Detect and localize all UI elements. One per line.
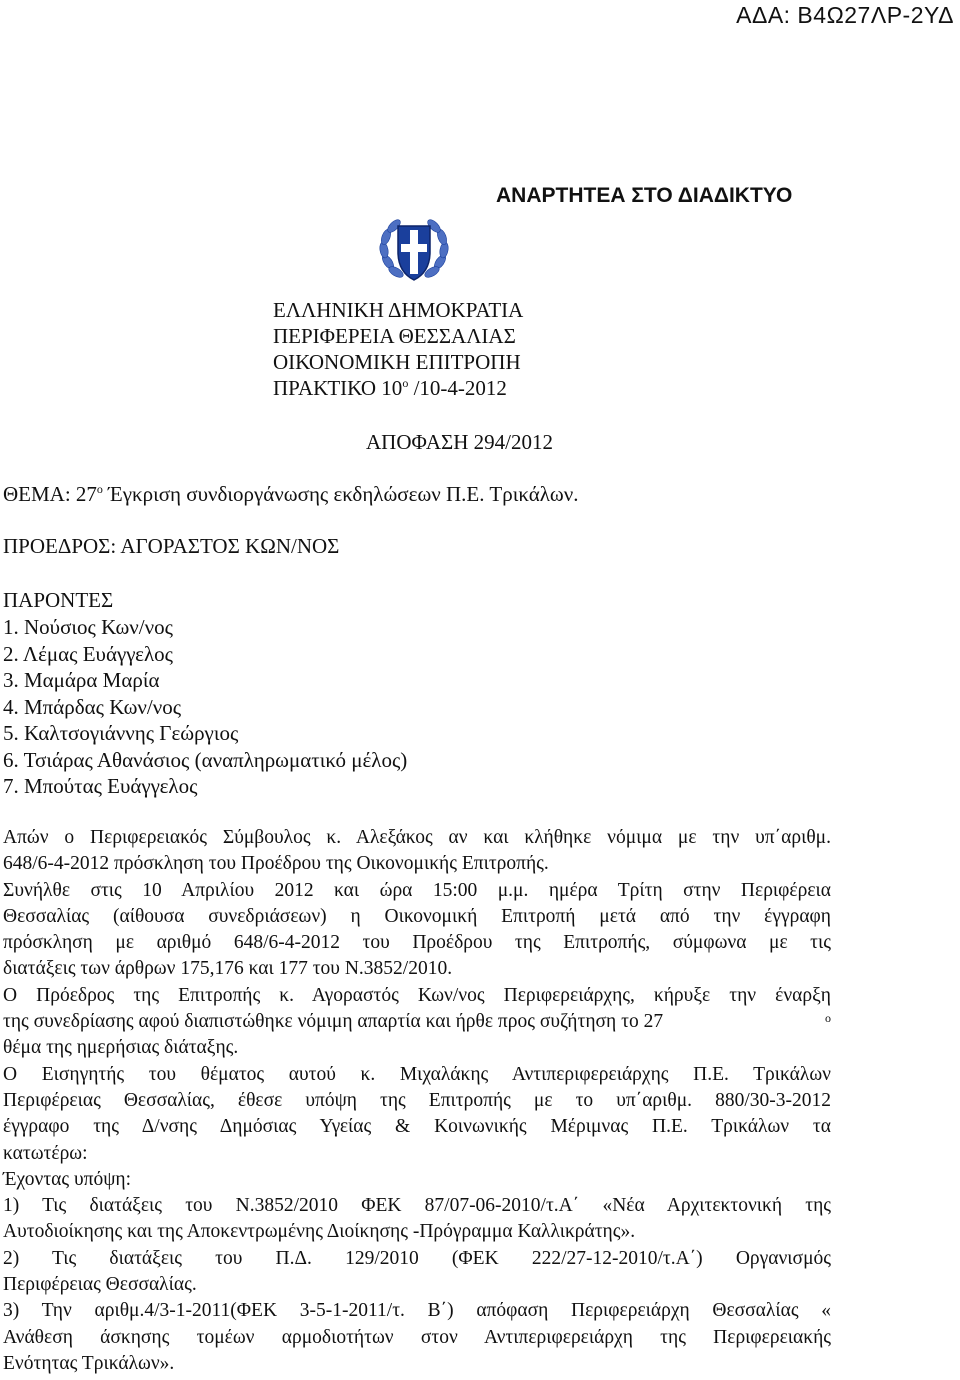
president-line: [3, 1009, 831, 1035]
provision-item: Ανάθεση άσκησης τομέων αρμοδιοτήτων στον Αντιπεριφερειάρχη της Περιφερειακής: [3, 1326, 831, 1348]
provision-item: 2) Τις διατάξεις του Π.Δ. 129/2010 (ΦΕΚ 222/27-12-2010/τ.Α΄) Οργανισμός: [3, 1247, 831, 1269]
subject-line: [3, 482, 579, 507]
provision-item: 3) Την αριθμ.4/3-1-2011(ΦΕΚ 3-5-1-2011/τ. Β΄) απόφαση Περιφερειάρχη Θεσσαλίας «: [3, 1300, 831, 1322]
subject-label: ΘΕΜΑ: 27: [3, 482, 97, 506]
minutes-ordinal: ο: [402, 376, 409, 390]
chair-label: ΠΡΟΕΔΡΟΣ:: [3, 534, 117, 558]
ada-code: ΑΔΑ: Β4Ω27ΛΡ-2ΥΔ: [736, 2, 954, 28]
greek-state-emblem-icon: [374, 210, 454, 290]
present-title: ΠΑΡΟΝΤΕΣ: [3, 588, 114, 612]
posted-online-notice: ΑΝΑΡΤΗΤΕΑ ΣΤΟ ΔΙΑΔΙΚΤΥΟ: [496, 184, 793, 207]
provision-item: 1) Τις διατάξεις του Ν.3852/2010 ΦΕΚ 87/07-06-2010/τ.Α΄ «Νέα Αρχιτεκτονική της: [3, 1195, 831, 1217]
provision-item: Περιφέρειας Θεσσαλίας.: [3, 1274, 197, 1296]
header-committee: ΟΙΚΟΝΟΜΙΚΗ ΕΠΙΤΡΟΠΗ: [273, 350, 521, 374]
member-item: 5. Καλτσογιάννης Γεώργιος: [3, 721, 239, 745]
header-republic: ΕΛΛΗΝΙΚΗ ΔΗΜΟΚΡΑΤΙΑ: [273, 298, 524, 322]
member-item: 3. Μαμάρα Μαρία: [3, 668, 160, 692]
chair-line: [3, 534, 339, 559]
member-item: 7. Μπούτας Ευάγγελος: [3, 774, 198, 798]
document-header: [273, 297, 523, 401]
decision-number: ΑΠΟΦΑΣΗ 294/2012: [366, 430, 553, 454]
document-body: [3, 825, 831, 1377]
considering-heading: Έχοντας υπόψη:: [3, 1168, 132, 1190]
member-item: 2. Λέμας Ευάγγελος: [3, 641, 173, 666]
chair-name: ΑΓΟΡΑΣΤΟΣ ΚΩΝ/ΝΟΣ: [116, 534, 340, 558]
subject-ordinal: ο: [96, 482, 103, 496]
provision-item: Αυτοδιοίκησης και της Αποκεντρωμένης Διοίκησης -Πρόγραμμα Καλλικράτης».: [3, 1221, 636, 1243]
rapporteur-line: κατωτέρω:: [3, 1142, 88, 1164]
members-list: [3, 614, 407, 800]
subject-text: Έγκριση συνδιοργάνωσης εκδηλώσεων Π.Ε. Τρικάλων.: [102, 482, 579, 506]
header-minutes: [273, 375, 523, 401]
rapporteur-line: έγγραφο της Δ/νσης Δημόσιας Υγείας & Κοινωνικής Μέριμνας Π.Ε. Τρικάλων τα: [3, 1116, 831, 1138]
president-line-text: της συνεδρίασης αφού διαπιστώθηκε νόμιμη απαρτία και ήρθε προς συζήτηση το 27: [3, 1011, 664, 1033]
president-line: Ο Πρόεδρος της Επιτροπής κ. Αγοραστός Κων/νος Περιφερειάρχης, κήρυξε την έναρξη: [3, 984, 831, 1006]
president-line-ordinal: ο: [825, 1011, 831, 1026]
member-item: 6. Τσιάρας Αθανάσιος (αναπληρωματικό μέλος): [3, 747, 408, 772]
meeting-line: Συνήλθε στις 10 Απριλίου 2012 και ώρα 15:00 μ.μ. ημέρα Τρίτη στην Περιφέρεια: [3, 879, 831, 901]
president-line: θέμα της ημερήσιας διάταξης.: [3, 1037, 239, 1059]
meeting-line: πρόσκληση με αριθμό 648/6-4-2012 του Προέδρου της Επιτροπής, σύμφωνα με τις: [3, 932, 831, 954]
rapporteur-line: Ο Εισηγητής του θέματος αυτού κ. Μιχαλάκης Αντιπεριφερειάρχης Π.Ε. Τρικάλων: [3, 1063, 831, 1085]
minutes-prefix: ΠΡΑΚΤΙΚΟ 10: [273, 376, 403, 400]
provision-item: Ενότητας Τρικάλων».: [3, 1352, 175, 1374]
member-item: 1. Νούσιος Κων/νος: [3, 615, 173, 639]
rapporteur-line: Περιφέρειας Θεσσαλίας, έθεσε υπόψη της Επιτροπής με το υπ΄αριθμ. 880/30-3-2012: [3, 1089, 831, 1111]
member-item: 4. Μπάρδας Κων/νος: [3, 694, 182, 719]
meeting-line: διατάξεις των άρθρων 175,176 και 177 του Ν.3852/2010.: [3, 958, 453, 980]
absent-line: 648/6-4-2012 πρόσκληση του Προέδρου της Οικονομικής Επιτροπής.: [3, 853, 549, 875]
meeting-line: Θεσσαλίας (αίθουσα συνεδριάσεων) η Οικονομική Επιτροπή μετά από την έγγραφη: [3, 905, 831, 927]
header-region: ΠΕΡΙΦΕΡΕΙΑ ΘΕΣΣΑΛΙΑΣ: [273, 324, 516, 348]
absent-line: Απών ο Περιφερειακός Σύμβουλος κ. Αλεξάκος αν και κλήθηκε νόμιμα με την υπ΄αριθμ.: [3, 827, 831, 848]
minutes-date: /10-4-2012: [408, 376, 507, 400]
